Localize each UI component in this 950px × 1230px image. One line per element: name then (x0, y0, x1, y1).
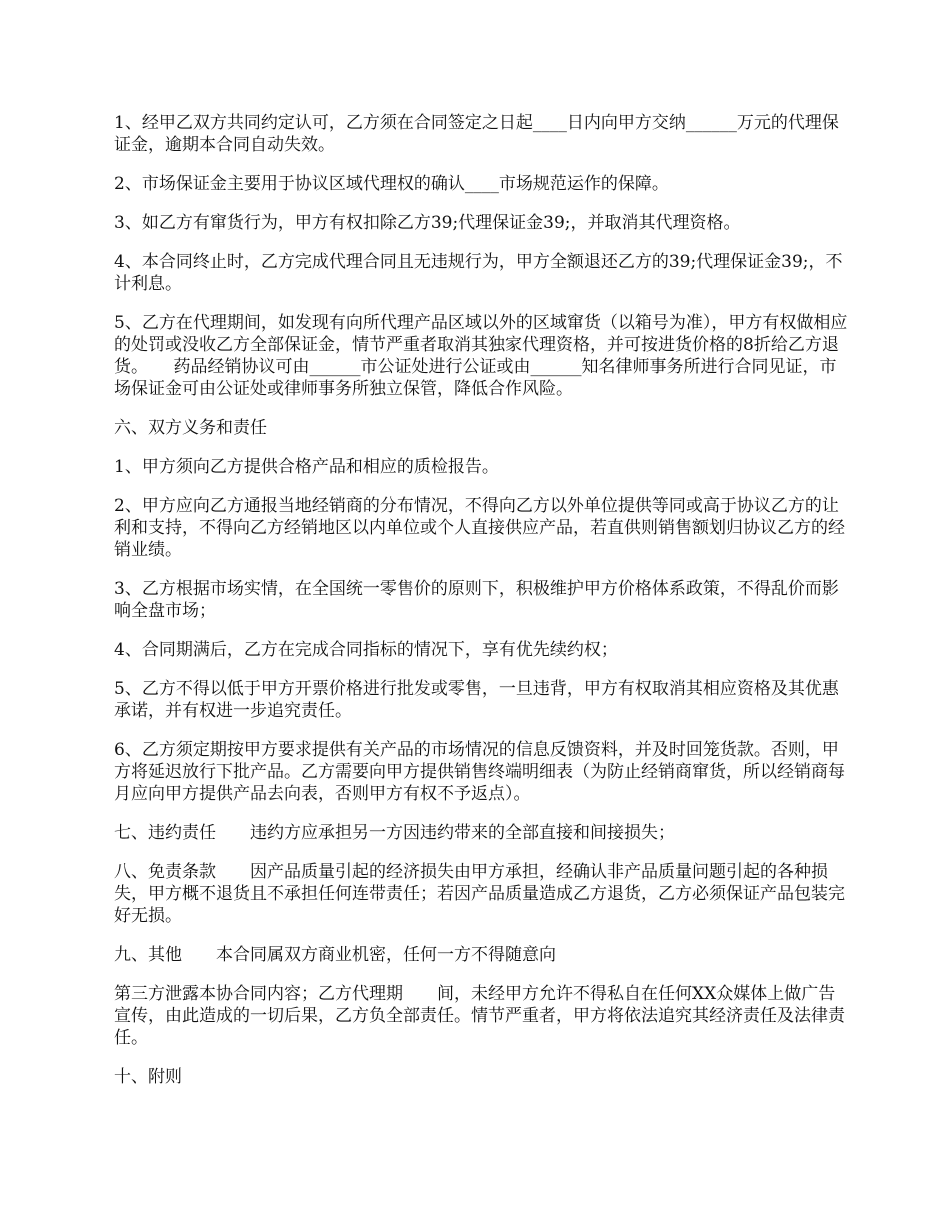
section-heading-obligations: 六、双方义务和责任 (114, 418, 267, 438)
paragraph-obligation-5: 5、乙方不得以低于甲方开票价格进行批发或零售，一旦违背，甲方有权取消其相应资格及其优惠承诺，并有权进一步追究责任。 (114, 679, 839, 721)
paragraph-cross-selling-penalty: 3、如乙方有窜货行为，甲方有权扣除乙方39;代理保证金39;，并取消其代理资格。 (114, 213, 741, 233)
paragraph-deposit-payment: 1、经甲乙双方共同约定认可，乙方须在合同签定之日起____日内向甲方交纳______万元的代理保证金，逾期本合同自动失效。 (114, 113, 839, 155)
paragraph-obligation-3: 3、乙方根据市场实情，在全国统一零售价的原则下，积极维护甲方价格体系政策，不得乱价而影响全盘市场； (114, 579, 839, 621)
section-others: 九、其他 本合同属双方商业机密，任何一方不得随意向 (114, 945, 556, 965)
paragraph-obligation-2: 2、甲方应向乙方通报当地经销商的分布情况，不得向乙方以外单位提供等同或高于协议乙方的让利和支持，不得向乙方经销地区以内单位或个人直接供应产品，若直供则销售额划归协议乙方的经销业绩。 (114, 496, 845, 560)
paragraph-obligation-4: 4、合同期满后，乙方在完成合同指标的情况下，享有优先续约权； (114, 640, 618, 660)
paragraph-obligation-6: 6、乙方须定期按甲方要求提供有关产品的市场情况的信息反馈资料，并及时回笼货款。否则，甲方将延迟放行下批产品。乙方需要向甲方提供销售终端明细表（为防止经销商窜货，所以经销商每月应向甲方提供产品去向表，否则甲方有权不予返点）。 (114, 740, 845, 804)
section-breach-liability: 七、违约责任 违约方应承担另一方因违约带来的全部直接和间接损失； (114, 823, 675, 843)
section-exemption-clause: 八、免责条款 因产品质量引起的经济损失由甲方承担，经确认非产品质量问题引起的各种损失，甲方概不退货且不承担任何连带责任；若因产品质量造成乙方退货，乙方必须保证产品包装完好无损。 (114, 862, 845, 926)
paragraph-deposit-purpose: 2、市场保证金主要用于协议区域代理权的确认____市场规范运作的保障。 (114, 174, 669, 194)
paragraph-deposit-refund: 4、本合同终止时，乙方完成代理合同且无违规行为，甲方全额退还乙方的39;代理保证金39;，不计利息。 (114, 252, 843, 294)
paragraph-region-violation: 5、乙方在代理期间，如发现有向所代理产品区域以外的区域窜货（以箱号为准），甲方有权做相应的处罚或没收乙方全部保证金，情节严重者取消其独家代理资格，并可按进货价格的8折给乙方退货。 药品经销协议可由______市公证处进行公证或由______知名律师事务所进行合同见证，市场保证金可由公证处或律师事务所独立保管，降低合作风险。 (114, 313, 848, 399)
paragraph-confidentiality: 第三方泄露本协合同内容；乙方代理期 间，未经甲方允许不得私自在任何XX众媒体上做广告宣传，由此造成的一切后果，乙方负全部责任。情节严重者，甲方将依法追究其经济责任及法律责任。 (114, 984, 845, 1048)
section-heading-appendix: 十、附则 (114, 1067, 182, 1087)
paragraph-obligation-1: 1、甲方须向乙方提供合格产品和相应的质检报告。 (114, 457, 499, 477)
